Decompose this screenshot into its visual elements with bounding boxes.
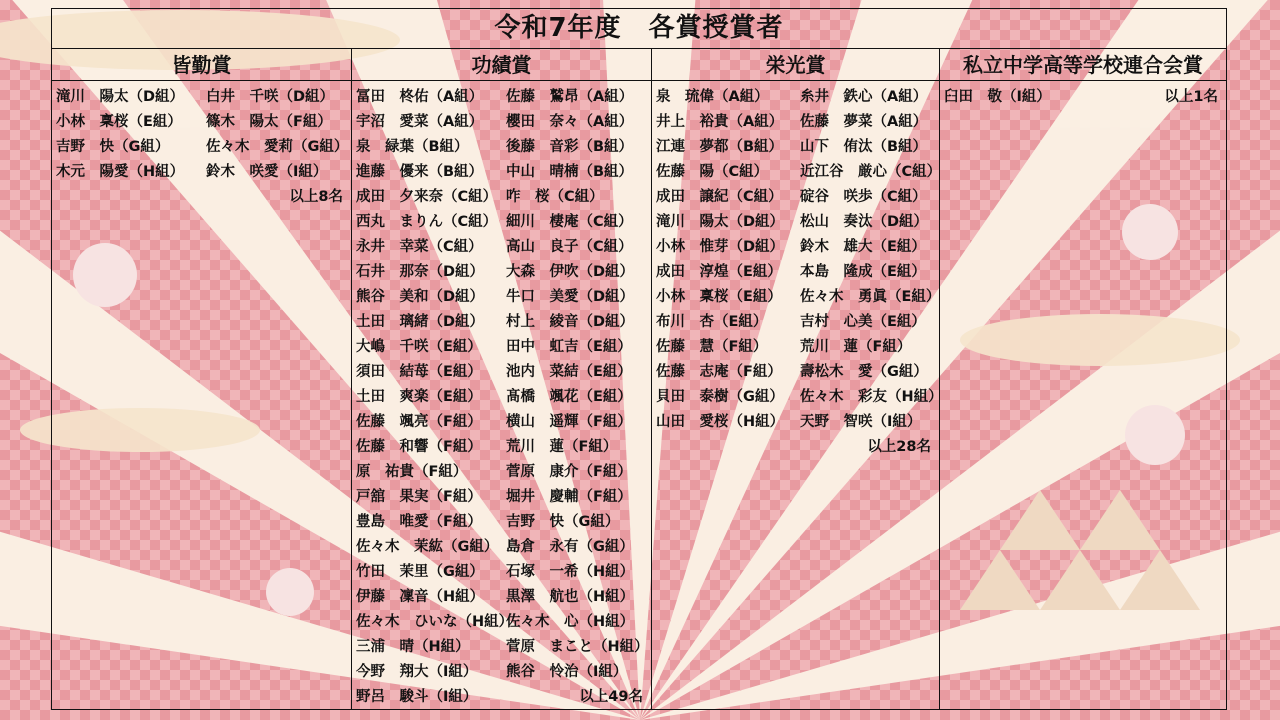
recipient-name: 竹田 茉里（G組）: [356, 564, 484, 580]
column-private-school-association: [940, 49, 1226, 709]
list-item: [352, 485, 651, 510]
list-item: [652, 85, 939, 110]
page-title: 令和7年度 各賞授賞者: [52, 9, 1226, 49]
recipient-name: 成田 淳煌（E組）: [656, 264, 782, 280]
recipient-name: 山田 愛桜（H組）: [656, 414, 785, 430]
list-item: [352, 110, 651, 135]
recipient-name: 佐々木 ひいな（H組）: [356, 614, 514, 630]
recipient-name: 山下 侑汰（B組）: [800, 139, 928, 155]
list-item: [352, 260, 651, 285]
recipient-name: 白井 千咲（D組）: [206, 89, 335, 105]
list-item: [652, 260, 939, 285]
recipient-name: 佐々木 心（H組）: [506, 614, 635, 630]
recipient-name: 井上 裕貴（A組）: [656, 114, 784, 130]
recipient-name: 本島 隆成（E組）: [800, 264, 926, 280]
recipient-name: 咋 桜（C組）: [506, 189, 604, 205]
recipient-name: 細川 棲庵（C組）: [506, 214, 633, 230]
recipient-name: 吉村 心美（E組）: [800, 314, 926, 330]
list-item: [352, 610, 651, 635]
list-item: [352, 135, 651, 160]
awards-table: [51, 8, 1227, 710]
recipient-name: 村上 綾音（D組）: [506, 314, 635, 330]
recipient-name: 成田 夕来奈（C組）: [356, 189, 498, 205]
recipient-name: 荒川 蓮（F組）: [506, 439, 618, 455]
recipient-name: 佐藤 慧（F組）: [656, 339, 768, 355]
recipient-name: 堀井 慶輔（F組）: [506, 489, 632, 505]
list-item: [652, 110, 939, 135]
name-list: [52, 81, 351, 210]
recipient-name: 小林 稟桜（E組）: [56, 114, 182, 130]
recipient-name: 吉野 快（G組）: [56, 139, 170, 155]
recipient-name: 豊島 唯愛（F組）: [356, 514, 482, 530]
recipient-name: 佐藤 颯亮（F組）: [356, 414, 482, 430]
column-heading: 功績賞: [352, 49, 651, 81]
recipient-name: 中山 晴楠（B組）: [506, 164, 634, 180]
recipient-name: 菅原 康介（F組）: [506, 464, 632, 480]
list-item: [352, 460, 651, 485]
recipient-name: 黒澤 航也（H組）: [506, 589, 635, 605]
recipient-name: 吉野 快（G組）: [506, 514, 620, 530]
list-item: [352, 335, 651, 360]
recipient-name: 土田 璃緒（D組）: [356, 314, 485, 330]
list-item: [352, 185, 651, 210]
recipient-name: 須田 結苺（E組）: [356, 364, 482, 380]
recipient-name: 臼田 敬（I組）: [944, 89, 1051, 105]
recipient-name: 碇谷 咲歩（C組）: [800, 189, 927, 205]
recipient-name: 戸舘 果実（F組）: [356, 489, 482, 505]
name-list: [652, 81, 943, 460]
list-item: [352, 560, 651, 585]
recipient-name: 池内 菜結（E組）: [506, 364, 632, 380]
recipient-name: 泉 琉偉（A組）: [656, 89, 769, 105]
recipient-name: 冨田 柊佑（A組）: [356, 89, 484, 105]
recipient-name: 木元 陽愛（H組）: [56, 164, 185, 180]
recipient-name: 石塚 一希（H組）: [506, 564, 635, 580]
recipient-name: 佐藤 和響（F組）: [356, 439, 482, 455]
list-item: [652, 185, 939, 210]
column-perfect-attendance: [52, 49, 352, 709]
recipient-name: 永井 幸菜（C組）: [356, 239, 483, 255]
recipient-name: 佐藤 陽（C組）: [656, 164, 769, 180]
list-item: [352, 435, 651, 460]
name-list: [940, 81, 1226, 110]
list-item: [352, 310, 651, 335]
recipient-name: 島倉 永有（G組）: [506, 539, 634, 555]
total-row: [52, 185, 351, 210]
recipient-name: 後藤 音彩（B組）: [506, 139, 634, 155]
recipient-name: 壽松木 愛（G組）: [800, 364, 928, 380]
list-item: [352, 385, 651, 410]
recipient-name: 佐藤 志庵（F組）: [656, 364, 782, 380]
recipient-name: 荒川 蓮（F組）: [800, 339, 912, 355]
list-item: [652, 385, 943, 410]
recipient-name: 滝川 陽太（D組）: [56, 89, 185, 105]
recipient-name: 天野 智咲（I組）: [800, 414, 922, 430]
list-item: [352, 660, 651, 685]
recipient-name: 成田 譲紀（C組）: [656, 189, 783, 205]
recipient-name: 野呂 駿斗（I組）: [356, 689, 478, 705]
total-count: 以上1名: [1164, 89, 1218, 105]
list-item: [652, 235, 939, 260]
recipient-name: 三浦 晴（H組）: [356, 639, 470, 655]
list-item: [352, 85, 651, 110]
recipient-name: 大嶋 千咲（E組）: [356, 339, 482, 355]
list-item: [352, 410, 651, 435]
recipient-name: 石井 那奈（D組）: [356, 264, 485, 280]
column-heading: 皆勤賞: [52, 49, 351, 81]
recipient-name: 佐々木 勇眞（E組）: [800, 289, 941, 305]
recipient-name: 篠木 陽太（F組）: [206, 114, 332, 130]
recipient-name: 今野 翔大（I組）: [356, 664, 478, 680]
total-row: [652, 435, 939, 460]
list-item: [352, 160, 651, 185]
recipient-name: 松山 奏汰（D組）: [800, 214, 929, 230]
list-item: [52, 110, 351, 135]
list-item: [352, 285, 651, 310]
total-count: 以上49名: [579, 689, 643, 705]
recipient-name: 佐藤 鷲昂（A組）: [506, 89, 634, 105]
recipient-name: 泉 緑葉（B組）: [356, 139, 469, 155]
recipient-name: 小林 稟桜（E組）: [656, 289, 782, 305]
list-item: [652, 285, 939, 310]
recipient-name: 貝田 泰樹（G組）: [656, 389, 784, 405]
recipient-name: 髙橋 颯花（E組）: [506, 389, 632, 405]
list-item: [352, 585, 651, 610]
recipient-name: 熊谷 美和（D組）: [356, 289, 485, 305]
list-item: [52, 85, 351, 110]
list-item: [652, 160, 942, 185]
recipient-name: 鈴木 咲愛（I組）: [206, 164, 328, 180]
recipient-name: 佐々木 愛莉（G組）: [206, 139, 349, 155]
list-item: [652, 310, 939, 335]
recipient-name: 滝川 陽太（D組）: [656, 214, 785, 230]
list-item: [352, 510, 651, 535]
list-item: [652, 135, 939, 160]
total-count: 以上28名: [867, 439, 931, 455]
list-item: [352, 685, 651, 710]
list-item: [652, 410, 939, 435]
recipient-name: 糸井 鉄心（A組）: [800, 89, 928, 105]
recipient-name: 高山 良子（C組）: [506, 239, 633, 255]
total-count: 以上8名: [289, 189, 343, 205]
recipient-name: 原 祐貴（F組）: [356, 464, 468, 480]
list-item: [352, 360, 651, 385]
recipient-name: 土田 爽楽（E組）: [356, 389, 482, 405]
recipient-name: 櫻田 奈々（A組）: [506, 114, 634, 130]
recipient-name: 佐藤 夢菜（A組）: [800, 114, 928, 130]
list-item: [352, 235, 651, 260]
list-item: [352, 535, 651, 560]
recipient-name: 佐々木 彩友（H組）: [800, 389, 943, 405]
recipient-name: 鈴木 雄大（E組）: [800, 239, 926, 255]
recipient-name: 横山 遥輝（F組）: [506, 414, 632, 430]
list-item: [52, 160, 351, 185]
column-glory: [652, 49, 943, 709]
name-list: [352, 81, 651, 710]
list-item: [352, 635, 651, 660]
recipient-name: 近江谷 厳心（C組）: [800, 164, 942, 180]
list-item: [52, 135, 351, 160]
recipient-name: 江連 夢都（B組）: [656, 139, 784, 155]
list-item: [652, 210, 939, 235]
recipient-name: 佐々木 茉紘（G組）: [356, 539, 499, 555]
recipient-name: 牛口 美愛（D組）: [506, 289, 635, 305]
list-item: [352, 210, 651, 235]
recipient-name: 田中 虹吉（E組）: [506, 339, 632, 355]
list-item: [652, 360, 939, 385]
list-item: [940, 85, 1226, 110]
column-merit: [352, 49, 652, 709]
recipient-name: 熊谷 怜治（I組）: [506, 664, 628, 680]
recipient-name: 小林 惟芽（D組）: [656, 239, 785, 255]
recipient-name: 西丸 まりん（C組）: [356, 214, 498, 230]
recipient-name: 布川 杏（E組）: [656, 314, 768, 330]
recipient-name: 大森 伊吹（D組）: [506, 264, 635, 280]
column-heading: 栄光賞: [652, 49, 939, 81]
column-heading: 私立中学高等学校連合会賞: [940, 49, 1226, 81]
recipient-name: 菅原 まこと（H組）: [506, 639, 649, 655]
list-item: [652, 335, 939, 360]
recipient-name: 進藤 優来（B組）: [356, 164, 484, 180]
recipient-name: 宇沼 愛菜（A組）: [356, 114, 484, 130]
recipient-name: 伊藤 凜音（H組）: [356, 589, 485, 605]
